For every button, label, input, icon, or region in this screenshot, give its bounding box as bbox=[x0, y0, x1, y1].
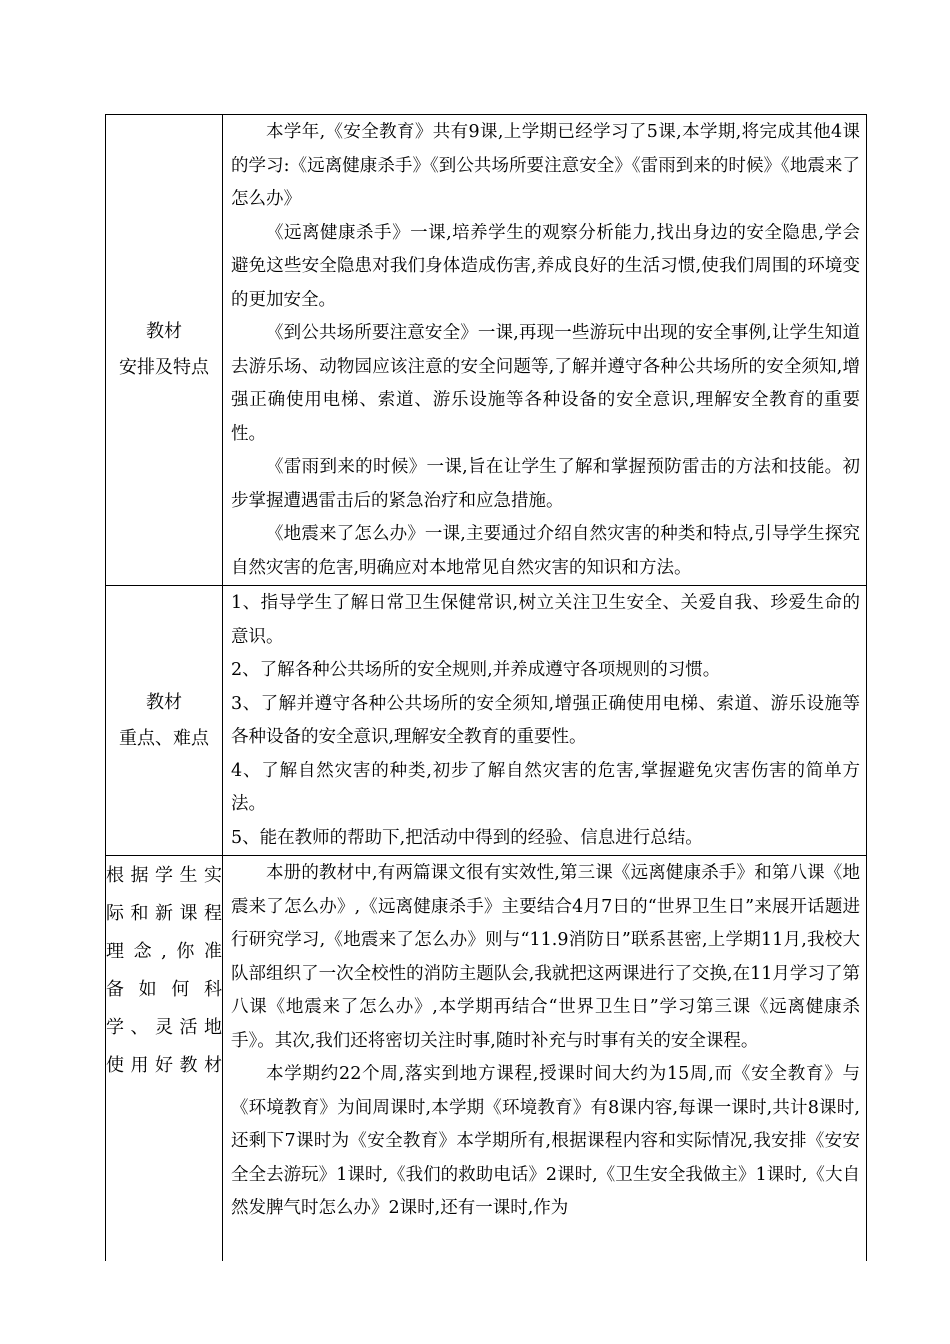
row-label-usage bbox=[106, 856, 223, 1262]
row-label-arrangement bbox=[106, 115, 223, 586]
label-line: 使用好教材 bbox=[106, 1055, 222, 1076]
table-row-usage bbox=[106, 856, 867, 1262]
paragraph: 本学期约22个周,落实到地方课程,授课时间大约为15周,而《安全教育》与《环境教育》为间周课时,本学期《环境教育》有8课内容,每课一课时,共计8课时,还剩下7课时为《安全教育》本学期所有,根据课程内容和实际情况,我安排《安安全全去游玩》1课时,《我们的救助电话》2课时,《卫生安全我做主》1课时,《大自然发脾气时怎么办》2课时,还有一课时,作为 bbox=[231, 1064, 860, 1218]
label-line: 备如何科 bbox=[106, 979, 222, 1000]
table-row-arrangement bbox=[106, 115, 867, 586]
label-line: 教材 bbox=[146, 691, 182, 713]
label-line: 学、灵活地 bbox=[106, 1017, 222, 1038]
label-line: 根据学生实 bbox=[106, 865, 222, 886]
paragraph: 《远离健康杀手》一课,培养学生的观察分析能力,找出身边的安全隐患,学会避免这些安全隐患对我们身体造成伤害,养成良好的生活习惯,使我们周围的环境变的更加安全。 bbox=[231, 222, 860, 310]
row-content-usage bbox=[223, 856, 867, 1262]
list-item: 4、了解自然灾害的种类,初步了解自然灾害的危害,掌握避免灾害伤害的简单方法。 bbox=[231, 760, 860, 814]
label-line: 理念,你准 bbox=[106, 941, 222, 962]
lesson-plan-table bbox=[105, 114, 867, 1261]
label-line: 际和新课程 bbox=[106, 903, 222, 924]
paragraph: 《地震来了怎么办》一课,主要通过介绍自然灾害的种类和特点,引导学生探究自然灾害的危害,明确应对本地常见自然灾害的知识和方法。 bbox=[231, 524, 860, 578]
paragraph: 本学年,《安全教育》共有9课,上学期已经学习了5课,本学期,将完成其他4课的学习:《远离健康杀手》《到公共场所要注意安全》《雷雨到来的时候》《地震来了怎么办》 bbox=[231, 122, 860, 209]
row-content-arrangement bbox=[223, 115, 867, 586]
table-row-key-points bbox=[106, 586, 867, 856]
paragraph: 《到公共场所要注意安全》一课,再现一些游玩中出现的安全事例,让学生知道去游乐场、动物园应该注意的安全问题等,了解并遵守各种公共场所的安全须知,增强正确使用电梯、索道、游乐设施等各种设备的安全意识,理解安全教育的重要性。 bbox=[231, 323, 860, 444]
label-line: 重点、难点 bbox=[119, 727, 209, 749]
label-line: 安排及特点 bbox=[119, 357, 209, 378]
row-label-key-points bbox=[106, 586, 223, 856]
paragraph: 《雷雨到来的时候》一课,旨在让学生了解和掌握预防雷击的方法和技能。初步掌握遭遇雷击后的紧急治疗和应急措施。 bbox=[231, 457, 860, 511]
paragraph: 本册的教材中,有两篇课文很有实效性,第三课《远离健康杀手》和第八课《地震来了怎么办》,《远离健康杀手》主要结合4月7日的“世界卫生日”来展开话题进行研究学习,《地震来了怎么办》则与“11.9消防日”联系甚密,上学期11月,我校大队部组织了一次全校性的消防主题队会,我就把这两课进行了交换,在11月学习了第八课《地震来了怎么办》,本学期再结合“世界卫生日”学习第三课《远离健康杀手》。其次,我们还将密切关注时事,随时补充与时事有关的安全课程。 bbox=[231, 863, 860, 1051]
list-item: 5、能在教师的帮助下,把活动中得到的经验、信息进行总结。 bbox=[231, 827, 703, 848]
list-item: 3、了解并遵守各种公共场所的安全须知,增强正确使用电梯、索道、游乐设施等各种设备的安全意识,理解安全教育的重要性。 bbox=[231, 693, 860, 747]
list-item: 2、了解各种公共场所的安全规则,并养成遵守各项规则的习惯。 bbox=[231, 660, 721, 680]
label-line: 教材 bbox=[146, 321, 182, 342]
list-item: 1、指导学生了解日常卫生保健常识,树立关注卫生安全、关爱自我、珍爱生命的意识。 bbox=[231, 593, 860, 647]
row-content-key-points bbox=[223, 586, 867, 856]
